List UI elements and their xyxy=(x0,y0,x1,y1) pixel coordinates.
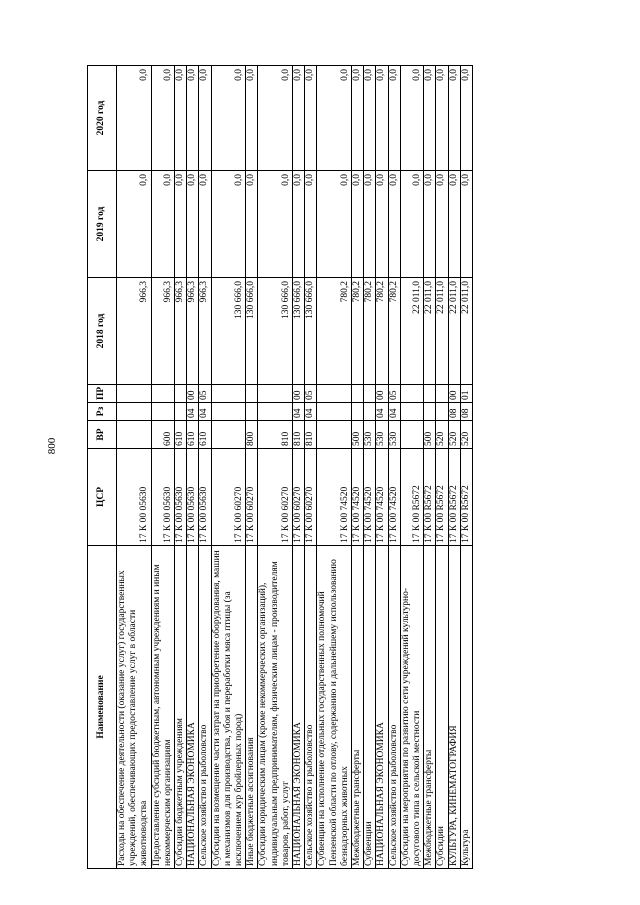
cell-rz xyxy=(436,403,448,421)
cell-pr: 05 xyxy=(388,385,400,403)
cell-pr xyxy=(246,385,258,403)
cell-csr: 17 К 00 60270 xyxy=(211,449,246,546)
cell-2020: 0,0 xyxy=(436,66,448,171)
cell-2020: 0,0 xyxy=(424,66,436,171)
cell-2019: 0,0 xyxy=(400,171,423,278)
cell-rz xyxy=(317,403,352,421)
cell-name: Культура xyxy=(460,546,472,869)
cell-vr: 610 xyxy=(199,421,211,449)
cell-2018: 22 011,0 xyxy=(460,278,472,385)
table-row xyxy=(388,66,400,869)
cell-vr xyxy=(317,421,352,449)
cell-name: Иные бюджетные ассигнования xyxy=(246,546,258,869)
cell-2020: 0,0 xyxy=(175,66,187,171)
cell-name: Расходы на обеспечение деятельности (оказание услуг) государственных учреждений, обеспечивающих предоставление услуг в области животноводства xyxy=(117,546,152,869)
cell-pr xyxy=(317,385,352,403)
cell-2019: 0,0 xyxy=(258,171,293,278)
cell-rz xyxy=(151,403,174,421)
table-row xyxy=(175,66,187,869)
table-row xyxy=(364,66,376,869)
cell-rz xyxy=(364,403,376,421)
header-name: Наименование xyxy=(88,546,117,869)
table-row xyxy=(317,66,352,869)
cell-name: Субсидии на мероприятия по развитию сети учреждений культурно-досугового типа в сельской местности xyxy=(400,546,423,869)
cell-vr: 530 xyxy=(364,421,376,449)
cell-2020: 0,0 xyxy=(448,66,460,171)
rotated-table-container xyxy=(87,66,562,869)
cell-csr: 17 К 00 R5672 xyxy=(448,449,460,546)
cell-vr: 530 xyxy=(376,421,388,449)
cell-csr: 17 К 00 05630 xyxy=(151,449,174,546)
cell-2019: 0,0 xyxy=(151,171,174,278)
cell-2020: 0,0 xyxy=(388,66,400,171)
cell-rz xyxy=(117,403,152,421)
cell-pr xyxy=(151,385,174,403)
table-row xyxy=(151,66,174,869)
header-pr: ПР xyxy=(88,385,117,403)
cell-csr: 17 К 00 05630 xyxy=(199,449,211,546)
cell-2019: 0,0 xyxy=(460,171,472,278)
table-row xyxy=(352,66,364,869)
cell-vr: 600 xyxy=(151,421,174,449)
cell-2018: 966,3 xyxy=(117,278,152,385)
cell-2018: 22 011,0 xyxy=(436,278,448,385)
cell-2018: 780,2 xyxy=(388,278,400,385)
cell-vr: 520 xyxy=(460,421,472,449)
cell-2018: 966,3 xyxy=(175,278,187,385)
cell-name: Субвенции xyxy=(364,546,376,869)
cell-2018: 22 011,0 xyxy=(400,278,423,385)
table-row xyxy=(436,66,448,869)
cell-pr xyxy=(175,385,187,403)
table-row xyxy=(187,66,199,869)
cell-vr: 610 xyxy=(175,421,187,449)
cell-rz: 08 xyxy=(448,403,460,421)
cell-2019: 0,0 xyxy=(246,171,258,278)
cell-2019: 0,0 xyxy=(376,171,388,278)
cell-2020: 0,0 xyxy=(376,66,388,171)
cell-2020: 0,0 xyxy=(199,66,211,171)
cell-vr xyxy=(211,421,246,449)
header-2019: 2019 год xyxy=(88,171,117,278)
cell-2018: 130 666,0 xyxy=(293,278,305,385)
cell-rz xyxy=(400,403,423,421)
cell-rz: 04 xyxy=(305,403,317,421)
page-number: 800 xyxy=(46,437,58,455)
cell-vr: 810 xyxy=(293,421,305,449)
cell-2019: 0,0 xyxy=(187,171,199,278)
cell-2019: 0,0 xyxy=(293,171,305,278)
cell-2019: 0,0 xyxy=(317,171,352,278)
cell-2020: 0,0 xyxy=(258,66,293,171)
cell-2020: 0,0 xyxy=(400,66,423,171)
header-2020: 2020 год xyxy=(88,66,117,171)
cell-pr xyxy=(436,385,448,403)
cell-2019: 0,0 xyxy=(436,171,448,278)
cell-name: Межбюджетные трансферты xyxy=(424,546,436,869)
cell-rz xyxy=(258,403,293,421)
cell-2018: 780,2 xyxy=(317,278,352,385)
cell-2020: 0,0 xyxy=(364,66,376,171)
table-row xyxy=(246,66,258,869)
cell-2018: 780,2 xyxy=(376,278,388,385)
cell-vr: 810 xyxy=(305,421,317,449)
cell-pr xyxy=(211,385,246,403)
cell-csr: 17 К 00 74520 xyxy=(352,449,364,546)
table-row xyxy=(293,66,305,869)
cell-2019: 0,0 xyxy=(305,171,317,278)
cell-csr: 17 К 00 74520 xyxy=(376,449,388,546)
cell-2018: 130 666,0 xyxy=(211,278,246,385)
cell-name: Сельское хозяйство и рыболовство xyxy=(388,546,400,869)
cell-name: КУЛЬТУРА, КИНЕМАТОГРАФИЯ xyxy=(448,546,460,869)
cell-pr xyxy=(258,385,293,403)
cell-2018: 780,2 xyxy=(364,278,376,385)
cell-vr: 800 xyxy=(246,421,258,449)
cell-vr xyxy=(117,421,152,449)
cell-vr: 530 xyxy=(388,421,400,449)
cell-pr: 00 xyxy=(448,385,460,403)
cell-2018: 22 011,0 xyxy=(424,278,436,385)
cell-pr: 00 xyxy=(187,385,199,403)
cell-vr: 610 xyxy=(187,421,199,449)
header-2018: 2018 год xyxy=(88,278,117,385)
header-rz: Рз xyxy=(88,403,117,421)
budget-table xyxy=(87,65,473,869)
cell-rz xyxy=(352,403,364,421)
cell-csr: 17 К 00 R5672 xyxy=(400,449,423,546)
table-row xyxy=(199,66,211,869)
cell-2018: 130 666,0 xyxy=(246,278,258,385)
cell-2019: 0,0 xyxy=(211,171,246,278)
cell-pr: 00 xyxy=(293,385,305,403)
cell-pr xyxy=(117,385,152,403)
cell-2018: 22 011,0 xyxy=(448,278,460,385)
cell-2019: 0,0 xyxy=(364,171,376,278)
cell-2018: 130 666,0 xyxy=(305,278,317,385)
cell-name: Субсидии на возмещение части затрат на приобретение оборудования, машин и механизмов для производства, убоя и переработки мяса птицы (за исключением кур бройлерных пород) xyxy=(211,546,246,869)
cell-csr: 17 К 00 05630 xyxy=(117,449,152,546)
cell-rz xyxy=(246,403,258,421)
cell-rz: 08 xyxy=(460,403,472,421)
cell-vr: 500 xyxy=(352,421,364,449)
table-row xyxy=(424,66,436,869)
table-row xyxy=(117,66,152,869)
cell-name: Субсидии юридическим лицам (кроме некоммерческих организаций), индивидуальным предпринимателям, физическим лицам - производителям товаров, работ, услуг xyxy=(258,546,293,869)
cell-rz: 04 xyxy=(187,403,199,421)
cell-2020: 0,0 xyxy=(211,66,246,171)
cell-2020: 0,0 xyxy=(246,66,258,171)
cell-name: НАЦИОНАЛЬНАЯ ЭКОНОМИКА xyxy=(293,546,305,869)
cell-2019: 0,0 xyxy=(117,171,152,278)
cell-pr xyxy=(400,385,423,403)
cell-2018: 966,3 xyxy=(199,278,211,385)
table-row xyxy=(400,66,423,869)
cell-csr: 17 К 00 74520 xyxy=(364,449,376,546)
cell-rz: 04 xyxy=(199,403,211,421)
cell-name: Межбюджетные трансферты xyxy=(352,546,364,869)
cell-2020: 0,0 xyxy=(460,66,472,171)
cell-2020: 0,0 xyxy=(352,66,364,171)
cell-rz: 04 xyxy=(293,403,305,421)
cell-name: Субсидии xyxy=(436,546,448,869)
cell-name: НАЦИОНАЛЬНАЯ ЭКОНОМИКА xyxy=(187,546,199,869)
cell-csr: 17 К 00 60270 xyxy=(246,449,258,546)
cell-vr: 520 xyxy=(448,421,460,449)
table-row xyxy=(460,66,472,869)
cell-2020: 0,0 xyxy=(151,66,174,171)
table-header-row xyxy=(88,66,117,869)
table-row xyxy=(258,66,293,869)
cell-name: Субсидии бюджетным учреждениям xyxy=(175,546,187,869)
cell-2020: 0,0 xyxy=(305,66,317,171)
cell-2019: 0,0 xyxy=(424,171,436,278)
cell-2019: 0,0 xyxy=(175,171,187,278)
cell-2019: 0,0 xyxy=(199,171,211,278)
cell-rz xyxy=(424,403,436,421)
cell-csr: 17 К 00 R5672 xyxy=(424,449,436,546)
cell-name: Субвенции на исполнение отдельных государственных полномочий Пензенской области по отлову, содержанию и дальнейшему использованию безнадзорных животных xyxy=(317,546,352,869)
cell-csr: 17 К 00 R5672 xyxy=(436,449,448,546)
cell-name: Сельское хозяйство и рыболовство xyxy=(199,546,211,869)
cell-csr: 17 К 00 60270 xyxy=(258,449,293,546)
cell-pr xyxy=(424,385,436,403)
cell-pr xyxy=(364,385,376,403)
cell-vr: 500 xyxy=(424,421,436,449)
cell-rz: 04 xyxy=(388,403,400,421)
cell-rz xyxy=(175,403,187,421)
cell-2020: 0,0 xyxy=(317,66,352,171)
cell-csr: 17 К 00 R5672 xyxy=(460,449,472,546)
cell-csr: 17 К 00 74520 xyxy=(388,449,400,546)
table-row xyxy=(376,66,388,869)
table-row xyxy=(305,66,317,869)
cell-rz xyxy=(211,403,246,421)
cell-vr: 520 xyxy=(436,421,448,449)
cell-2019: 0,0 xyxy=(448,171,460,278)
cell-csr: 17 К 00 05630 xyxy=(187,449,199,546)
header-vr: ВР xyxy=(88,421,117,449)
cell-vr: 810 xyxy=(258,421,293,449)
cell-csr: 17 К 00 74520 xyxy=(317,449,352,546)
cell-2020: 0,0 xyxy=(117,66,152,171)
cell-vr xyxy=(400,421,423,449)
cell-2019: 0,0 xyxy=(352,171,364,278)
cell-pr: 01 xyxy=(460,385,472,403)
cell-2018: 966,3 xyxy=(151,278,174,385)
cell-pr: 00 xyxy=(376,385,388,403)
cell-pr xyxy=(352,385,364,403)
cell-name: НАЦИОНАЛЬНАЯ ЭКОНОМИКА xyxy=(376,546,388,869)
cell-name: Предоставление субсидий бюджетным, автономным учреждениям и иным некоммерческим организациям xyxy=(151,546,174,869)
cell-name: Сельское хозяйство и рыболовство xyxy=(305,546,317,869)
cell-2020: 0,0 xyxy=(293,66,305,171)
cell-csr: 17 К 00 05630 xyxy=(175,449,187,546)
cell-csr: 17 К 00 60270 xyxy=(305,449,317,546)
cell-2020: 0,0 xyxy=(187,66,199,171)
cell-2018: 966,3 xyxy=(187,278,199,385)
cell-csr: 17 К 00 60270 xyxy=(293,449,305,546)
cell-2018: 130 666,0 xyxy=(258,278,293,385)
cell-pr: 05 xyxy=(199,385,211,403)
cell-pr: 05 xyxy=(305,385,317,403)
header-csr: ЦСР xyxy=(88,449,117,546)
cell-2019: 0,0 xyxy=(388,171,400,278)
table-row xyxy=(448,66,460,869)
cell-rz: 04 xyxy=(376,403,388,421)
cell-2018: 780,2 xyxy=(352,278,364,385)
table-row xyxy=(211,66,246,869)
